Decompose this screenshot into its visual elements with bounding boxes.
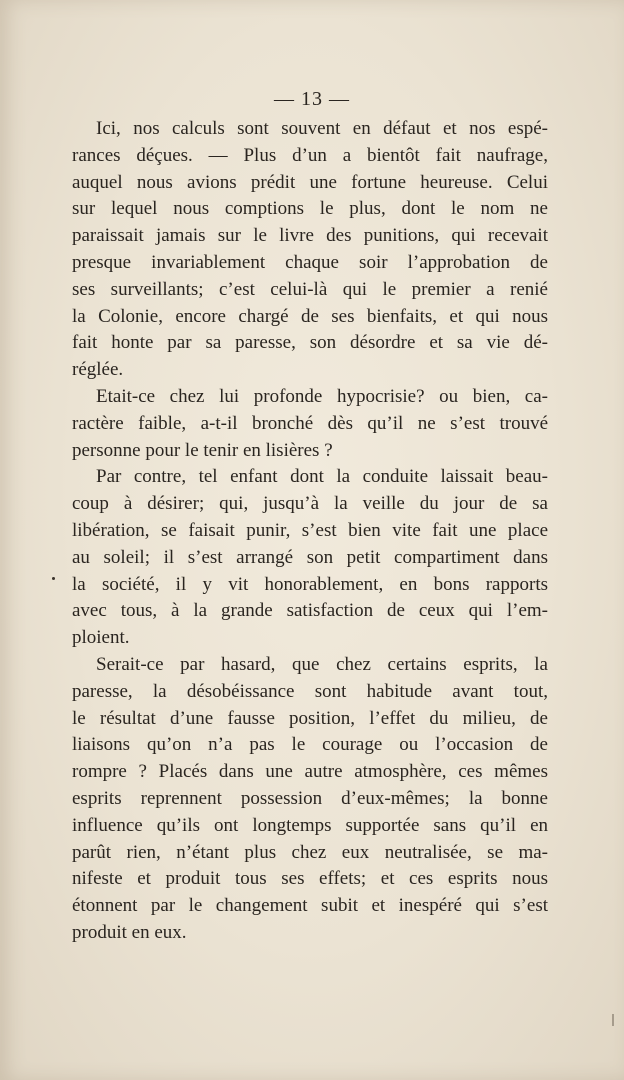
text-line: au soleil; il s’est arrangé son petit compartiment dans (72, 546, 548, 568)
text-line: la société, il y vit honorablement, en bons rapports (72, 573, 548, 595)
text-line: ses surveillants; c’est celui-là qui le premier a renié (72, 278, 548, 300)
text-line: sur lequel nous comptions le plus, dont le nom ne (72, 198, 548, 220)
text-line: influence qu’ils ont longtemps supportée sans qu’il en (72, 814, 548, 836)
text-line: Etait-ce chez lui profonde hypocrisie? ou bien, ca- (96, 385, 548, 407)
text-line: ractère faible, a-t-il bronché dès qu’il ne s’est trouvé (72, 412, 548, 434)
text-line: Ici, nos calculs sont souvent en défaut et nos espé- (96, 118, 548, 139)
paragraph-3 (72, 464, 548, 652)
text-line: paresse, la désobéissance sont habitude avant tout, (72, 680, 548, 702)
body-text (72, 116, 548, 947)
text-line: réglée. (72, 359, 124, 381)
text-line: presque invariablement chaque soir l’approbation de (72, 251, 548, 273)
text-line: produit en eux. (72, 921, 187, 943)
text-line: parût rien, n’étant plus chez eux neutralisée, se ma- (72, 841, 548, 863)
text-line: esprits reprennent possession d’eux-mêmes; la bonne (72, 787, 548, 809)
text-line: personne pour le tenir en lisières ? (72, 439, 333, 461)
paragraph-4 (72, 652, 548, 947)
page-number: — 13 — (274, 88, 350, 110)
text-line: paraissait jamais sur le livre des punitions, qui recevait (72, 225, 548, 247)
page-edge-mark (612, 1014, 614, 1026)
text-line: libération, se faisait punir, s’est bien vite fait une place (72, 519, 548, 541)
text-line: fait honte par sa paresse, son désordre et sa vie dé- (72, 332, 548, 354)
text-line: auquel nous avions prédit une fortune heureuse. Celui (72, 171, 548, 193)
text-line: avec tous, à la grande satisfaction de ceux qui l’em- (72, 600, 548, 622)
text-line: rompre ? Placés dans une autre atmosphère, ces mêmes (72, 761, 548, 783)
text-line: ploient. (72, 627, 130, 649)
text-line: rances déçues. — Plus d’un a bientôt fait naufrage, (72, 144, 548, 166)
paragraph-1 (72, 116, 548, 384)
text-line: nifeste et produit tous ses effets; et ces esprits nous (72, 868, 548, 890)
text-line: Serait-ce par hasard, que chez certains esprits, la (96, 653, 548, 675)
text-line: Par contre, tel enfant dont la conduite laissait beau- (96, 466, 548, 488)
text-line: étonnent par le changement subit et inespéré qui s’est (72, 895, 548, 917)
text-line: le résultat d’une fausse position, l’effet du milieu, de (72, 707, 548, 729)
text-line: la Colonie, encore chargé de ses bienfaits, et qui nous (72, 305, 548, 327)
ink-speck (52, 577, 55, 580)
paragraph-2 (72, 384, 548, 464)
text-line: coup à désirer; qui, jusqu’à la veille du jour de sa (72, 493, 548, 515)
text-line: liaisons qu’on n’a pas le courage ou l’occasion de (72, 734, 548, 756)
